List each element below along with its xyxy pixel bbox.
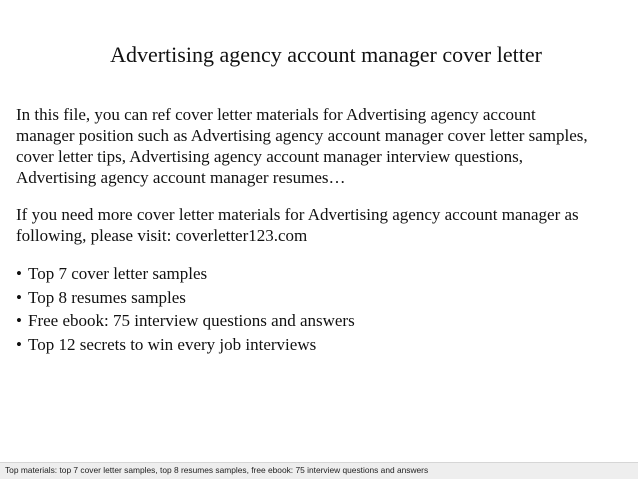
intro-line: In this file, you can ref cover letter materials for Advertising agency account — [16, 105, 536, 124]
intro-line: cover letter tips, Advertising agency account manager interview questions, — [16, 147, 524, 166]
more-materials-line: following, please visit: coverletter123.com — [16, 226, 308, 245]
intro-line: manager position such as Advertising agency account manager cover letter samples, — [16, 126, 588, 145]
more-materials-paragraph — [16, 204, 636, 246]
list-item — [16, 262, 355, 286]
intro-line: Advertising agency account manager resumes… — [16, 168, 346, 187]
list-item — [16, 286, 355, 310]
list-item-label: Top 7 cover letter samples — [28, 264, 208, 283]
intro-paragraph — [16, 104, 636, 188]
bullet-icon: • — [16, 334, 22, 354]
footer-bar — [0, 462, 638, 479]
list-item-label: Top 12 secrets to win every job interviews — [28, 334, 317, 354]
materials-list — [16, 262, 355, 356]
footer-text: Top materials: top 7 cover letter samples, top 8 resumes samples, free ebook: 75 interview questions and answers — [5, 465, 429, 475]
list-item — [16, 333, 355, 357]
bullet-icon: • — [16, 264, 22, 283]
bullet-icon: • — [16, 287, 22, 307]
more-materials-line: If you need more cover letter materials for Advertising agency account manager as — [16, 205, 579, 224]
list-item-label: Top 8 resumes samples — [28, 287, 186, 307]
list-item — [16, 309, 355, 333]
list-item-label: Free ebook: 75 interview questions and answers — [28, 311, 355, 330]
page-title: Advertising agency account manager cover letter — [110, 42, 542, 67]
bullet-icon: • — [16, 311, 22, 330]
